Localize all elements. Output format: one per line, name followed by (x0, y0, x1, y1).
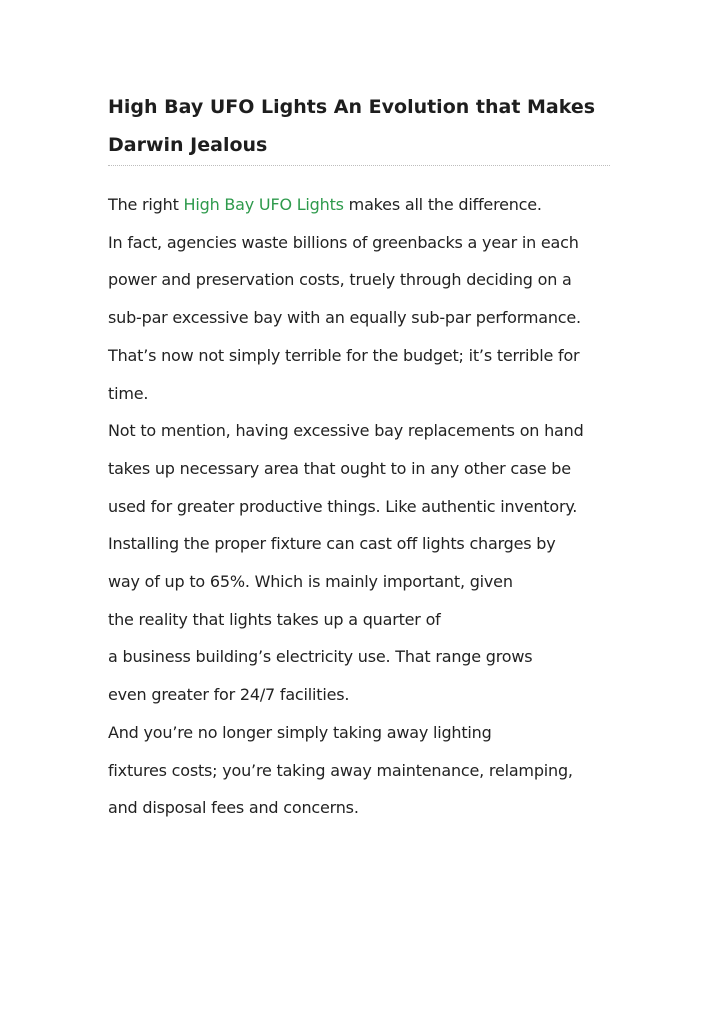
body-line: even greater for 24/7 facilities. (108, 685, 350, 705)
body-line: takes up necessary area that ought to in any other case be (108, 458, 571, 478)
body-line: and disposal fees and concerns. (108, 798, 359, 818)
body-line: Installing the proper fixture can cast off lights charges by (108, 534, 556, 554)
title-line-2: Darwin Jealous (108, 134, 268, 156)
body-line: way of up to 65%. Which is mainly important, given (108, 572, 513, 592)
body-line: a business building’s electricity use. That range grows (108, 647, 533, 667)
body-line: sub-par excessive bay with an equally sub-par performance. (108, 308, 581, 328)
body-line: time. (108, 383, 149, 403)
body-line: the reality that lights takes up a quarter of (108, 609, 441, 629)
page-title (108, 88, 628, 164)
intro-text-after: makes all the difference. (343, 195, 542, 214)
intro-text-before: The right (108, 195, 184, 214)
high-bay-ufo-lights-link[interactable]: High Bay UFO Lights (183, 195, 344, 214)
body-line: power and preservation costs, truely through deciding on a (108, 270, 572, 290)
body-line: Not to mention, having excessive bay replacements on hand (108, 421, 584, 441)
body-line: fixtures costs; you’re taking away maintenance, relamping, (108, 760, 573, 780)
article-body (108, 186, 638, 827)
body-line: And you’re no longer simply taking away lighting (108, 722, 492, 742)
title-divider (108, 165, 610, 166)
title-line-1: High Bay UFO Lights An Evolution that Makes (108, 96, 596, 118)
body-line: In fact, agencies waste billions of greenbacks a year in each (108, 232, 579, 252)
body-line: That’s now not simply terrible for the budget; it’s terrible for (108, 345, 580, 365)
body-line: used for greater productive things. Like authentic inventory. (108, 496, 578, 516)
intro-line (108, 186, 638, 224)
